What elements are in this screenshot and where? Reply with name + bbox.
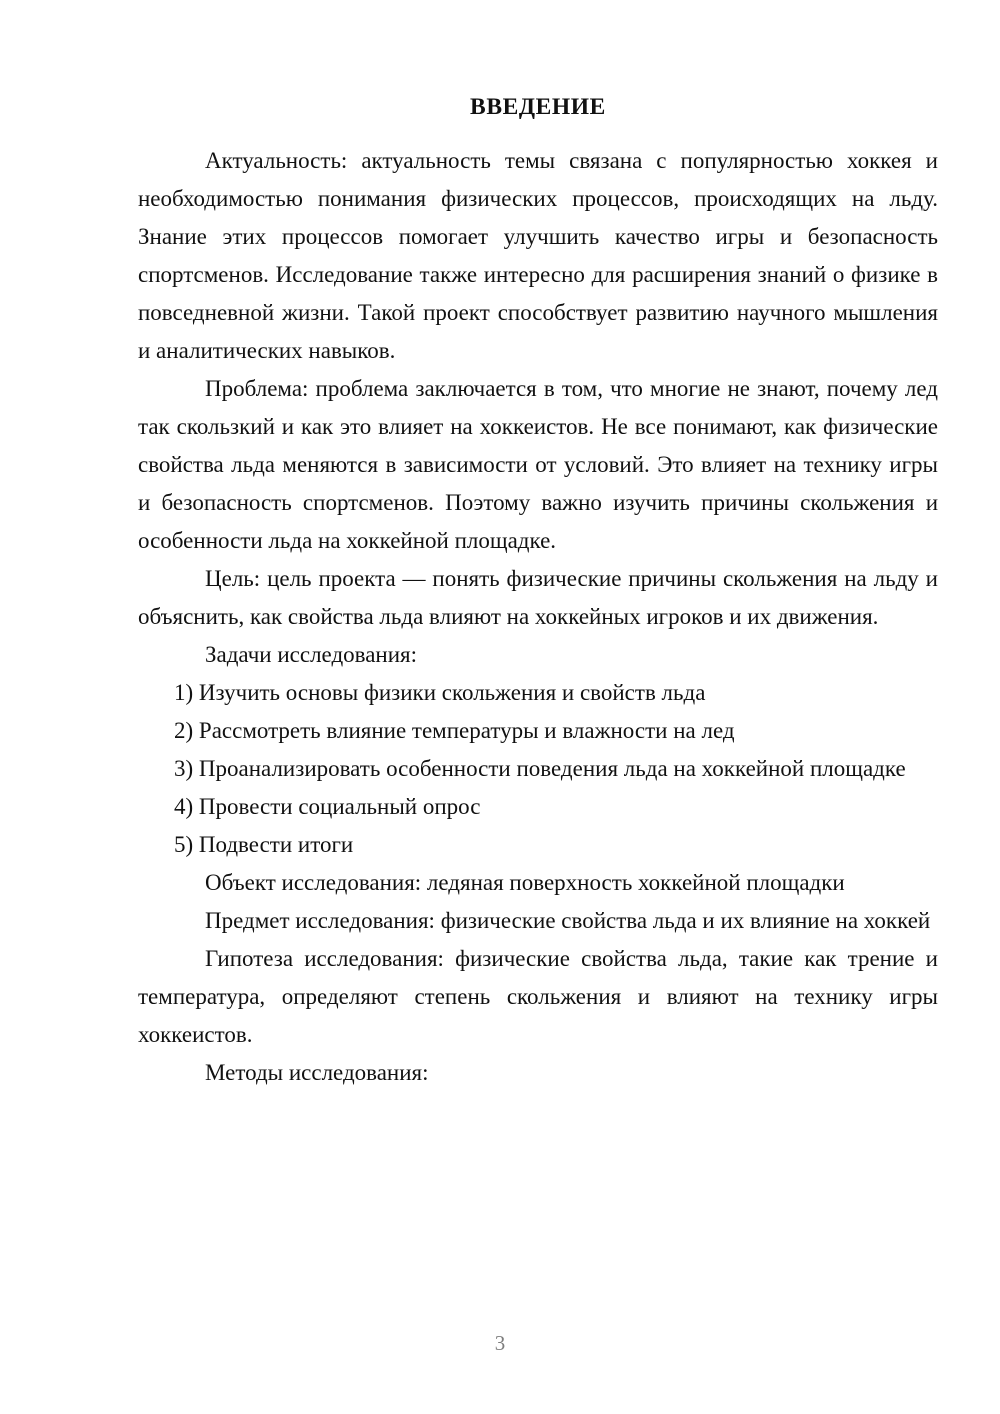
paragraph-predmet: Предмет исследования: физические свойства льда и их влияние на хоккей [205,908,931,933]
paragraph-gipoteza: Гипотеза исследования: физические свойства льда, такие как трение и температура, определяют степень скольжения и влияют на технику игры хоккеистов. [138,946,938,1047]
task-item-4: 4) Провести социальный опрос [174,794,481,819]
paragraph-zadachi-heading: Задачи исследования: [205,642,418,667]
task-item-3: 3) Проанализировать особенности поведения льда на хоккейной площадке [174,756,906,781]
task-item-5: 5) Подвести итоги [174,832,354,857]
paragraph-aktualnost: Актуальность: актуальность темы связана с популярностью хоккея и необходимостью понимания физических процессов, происходящих на льду. Знание этих процессов помогает улучшить качество игры и безопасность спортсменов. Исследование также интересно для расширения знаний о физике в повседневной жизни. Такой проект способствует развитию научного мышления и аналитических навыков. [138,148,938,363]
task-item-1: 1) Изучить основы физики скольжения и свойств льда [174,680,706,705]
paragraph-metody-heading: Методы исследования: [205,1060,429,1085]
page-number: 3 [494,1331,506,1355]
paragraph-cel: Цель: цель проекта — понять физические причины скольжения на льду и объяснить, как свойства льда влияют на хоккейных игроков и их движения. [138,566,938,629]
document-text-column [138,88,938,1092]
paragraph-obekt: Объект исследования: ледяная поверхность хоккейной площадки [205,870,845,895]
task-item-2: 2) Рассмотреть влияние температуры и влажности на лед [174,718,735,743]
page-title: ВВЕДЕНИЕ [470,94,606,120]
paragraph-problema: Проблема: проблема заключается в том, что многие не знают, почему лед так скользкий и как это влияет на хоккеистов. Не все понимают, как физические свойства льда меняются в зависимости от условий. Это влияет на технику игры и безопасность спортсменов. Поэтому важно изучить причины скольжения и особенности льда на хоккейной площадке. [138,376,938,553]
